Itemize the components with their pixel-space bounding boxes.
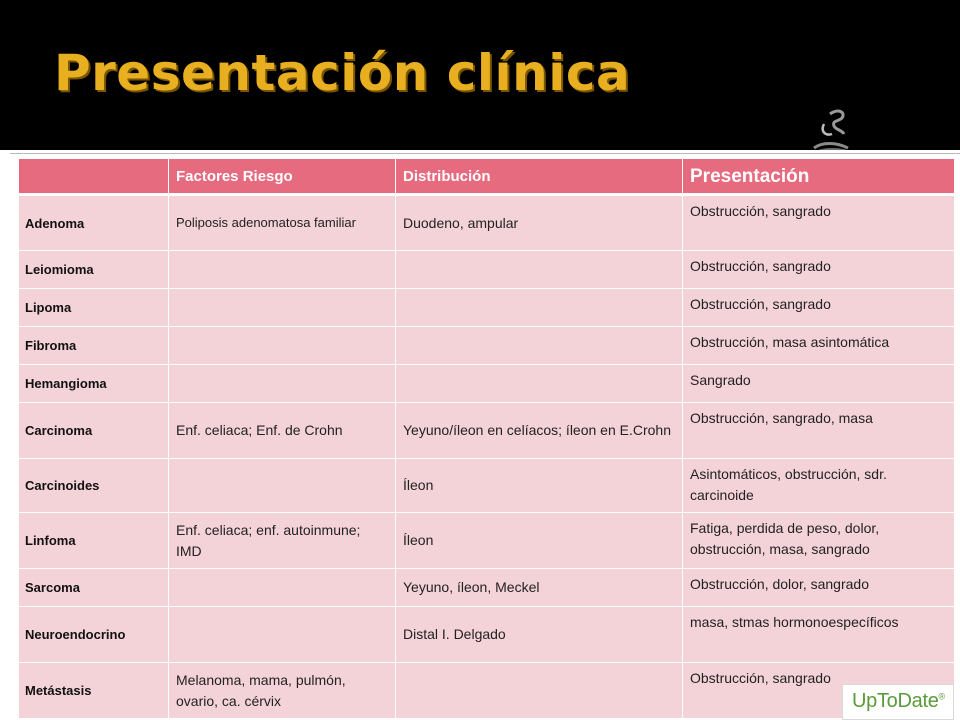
row-risk bbox=[169, 289, 396, 327]
row-name: Hemangioma bbox=[19, 365, 169, 403]
row-distribution: Distal I. Delgado bbox=[396, 607, 683, 663]
row-presentation: Obstrucción, dolor, sangrado bbox=[683, 569, 955, 607]
row-distribution: Íleon bbox=[396, 513, 683, 569]
row-distribution bbox=[396, 663, 683, 719]
row-name: Metástasis bbox=[19, 663, 169, 719]
row-risk bbox=[169, 569, 396, 607]
table-row bbox=[19, 327, 955, 365]
header-empty bbox=[19, 159, 169, 195]
row-distribution bbox=[396, 365, 683, 403]
divider-line bbox=[10, 153, 960, 154]
row-distribution bbox=[396, 289, 683, 327]
header-risk-factors: Factores Riesgo bbox=[169, 159, 396, 195]
row-distribution: Duodeno, ampular bbox=[396, 195, 683, 251]
row-distribution bbox=[396, 251, 683, 289]
row-name: Neuroendocrino bbox=[19, 607, 169, 663]
row-presentation: Obstrucción, sangrado bbox=[683, 195, 955, 251]
row-risk bbox=[169, 251, 396, 289]
row-risk bbox=[169, 459, 396, 513]
row-name: Fibroma bbox=[19, 327, 169, 365]
row-risk: Melanoma, mama, pulmón, ovario, ca. cérvix bbox=[169, 663, 396, 719]
clinical-table bbox=[18, 158, 955, 719]
row-presentation: masa, stmas hormonoespecíficos bbox=[683, 607, 955, 663]
row-presentation: Obstrucción, masa asintomática bbox=[683, 327, 955, 365]
row-risk bbox=[169, 327, 396, 365]
table-row bbox=[19, 403, 955, 459]
row-name: Linfoma bbox=[19, 513, 169, 569]
row-distribution: Yeyuno/íleon en celíacos; íleon en E.Crohn bbox=[396, 403, 683, 459]
row-risk: Enf. celiaca; Enf. de Crohn bbox=[169, 403, 396, 459]
table-row bbox=[19, 251, 955, 289]
table-row bbox=[19, 195, 955, 251]
row-risk bbox=[169, 365, 396, 403]
row-risk: Enf. celiaca; enf. autoinmune; IMD bbox=[169, 513, 396, 569]
table-row bbox=[19, 607, 955, 663]
row-name: Leiomioma bbox=[19, 251, 169, 289]
table-row bbox=[19, 663, 955, 719]
row-risk: Poliposis adenomatosa familiar bbox=[169, 195, 396, 251]
row-distribution: Yeyuno, íleon, Meckel bbox=[396, 569, 683, 607]
table-row bbox=[19, 459, 955, 513]
row-name: Lipoma bbox=[19, 289, 169, 327]
uptodate-badge bbox=[842, 684, 954, 720]
row-name: Carcinoides bbox=[19, 459, 169, 513]
header-distribution: Distribución bbox=[396, 159, 683, 195]
row-presentation: Obstrucción, sangrado bbox=[683, 663, 955, 719]
row-name: Sarcoma bbox=[19, 569, 169, 607]
row-distribution bbox=[396, 327, 683, 365]
badge-text: UpToDate bbox=[852, 690, 939, 712]
row-distribution: Íleon bbox=[396, 459, 683, 513]
row-risk bbox=[169, 607, 396, 663]
table-row bbox=[19, 513, 955, 569]
table-row bbox=[19, 365, 955, 403]
row-presentation: Obstrucción, sangrado bbox=[683, 289, 955, 327]
slide-title: Presentación clínica bbox=[54, 44, 631, 102]
row-presentation: Obstrucción, sangrado bbox=[683, 251, 955, 289]
row-name: Adenoma bbox=[19, 195, 169, 251]
row-presentation: Fatiga, perdida de peso, dolor, obstrucción, masa, sangrado bbox=[683, 513, 955, 569]
row-presentation: Sangrado bbox=[683, 365, 955, 403]
row-name: Carcinoma bbox=[19, 403, 169, 459]
table-header-row bbox=[19, 159, 955, 195]
table-row bbox=[19, 569, 955, 607]
badge-mark: ® bbox=[938, 691, 945, 702]
row-presentation: Obstrucción, sangrado, masa bbox=[683, 403, 955, 459]
table-row bbox=[19, 289, 955, 327]
row-presentation: Asintomáticos, obstrucción, sdr. carcinoide bbox=[683, 459, 955, 513]
header-presentation: Presentación bbox=[683, 159, 955, 195]
